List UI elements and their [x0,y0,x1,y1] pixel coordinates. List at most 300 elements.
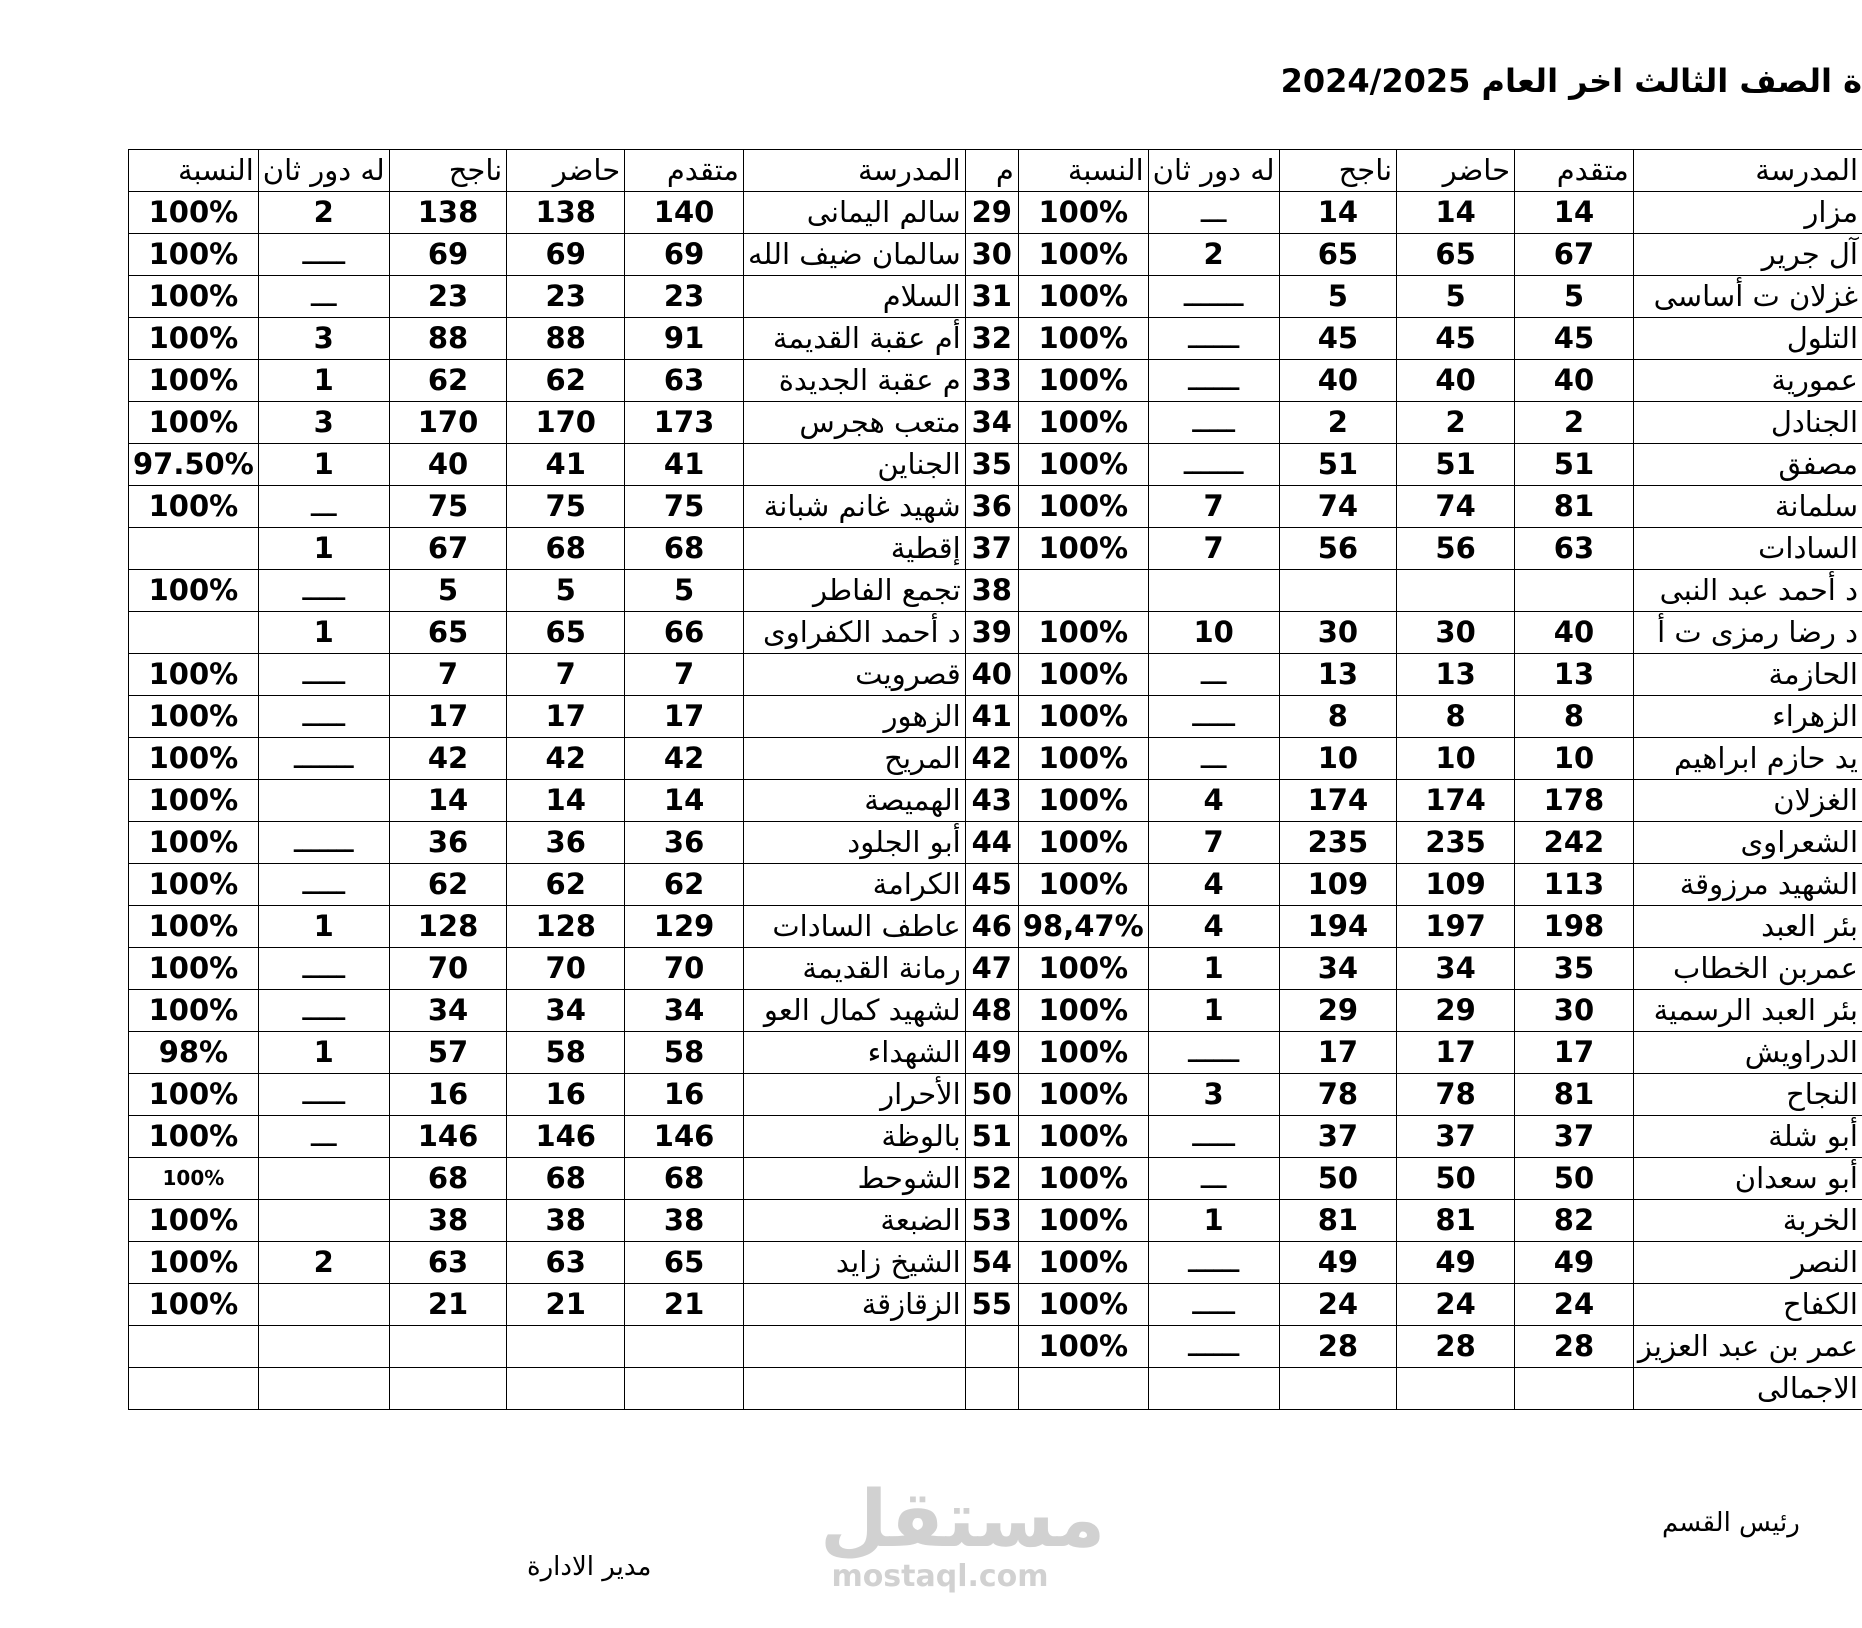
passed-count: 63 [389,1242,507,1284]
passed-count: 70 [389,948,507,990]
present-count: 34 [1397,948,1515,990]
passed-count: 81 [1279,1200,1397,1242]
second-round-count: 7 [1148,528,1279,570]
pass-ratio: 100% [1018,192,1148,234]
present-count: 14 [1397,192,1515,234]
second-round-count: 1 [258,1032,389,1074]
school-name: الزهور [743,696,965,738]
school-name: الأحرار [743,1074,965,1116]
pass-ratio: 100% [1018,1200,1148,1242]
second-round-count: ـــــ [258,570,389,612]
second-round-count: ــــــ [1148,1242,1279,1284]
advanced-count: 36 [625,822,744,864]
school-name: د أحمد عبد النبى [1633,570,1862,612]
passed-count: 57 [389,1032,507,1074]
school-name: الكرامة [743,864,965,906]
passed-count: 24 [1279,1284,1397,1326]
passed-count: 2 [1279,402,1397,444]
advanced-count: 45 [1515,318,1634,360]
pass-ratio: 100% [1018,780,1148,822]
advanced-count: 113 [1515,864,1634,906]
table-row [129,570,1862,612]
passed-count: 56 [1279,528,1397,570]
pass-ratio: 100% [129,1074,259,1116]
present-count: 51 [1397,444,1515,486]
pass-ratio: 100% [129,906,259,948]
passed-count: 17 [389,696,507,738]
table-row [129,444,1862,486]
present-count [507,1326,625,1368]
pass-ratio: 100% [1018,1326,1148,1368]
present-count: 58 [507,1032,625,1074]
header-number: م [965,150,1018,192]
header-ratio: النسبة [129,150,259,192]
passed-count: 42 [389,738,507,780]
present-count: 197 [1397,906,1515,948]
row-number: 36 [965,486,1018,528]
present-count: 138 [507,192,625,234]
advanced-count: 173 [625,402,744,444]
pass-ratio: 100% [1018,1158,1148,1200]
school-name: بئر العبد [1633,906,1862,948]
pass-ratio: 100% [129,864,259,906]
passed-count: 138 [389,192,507,234]
table-row [129,822,1862,864]
passed-count: 21 [389,1284,507,1326]
advanced-count: 17 [625,696,744,738]
present-count: 36 [507,822,625,864]
school-name: يد حازم ابراهيم [1633,738,1862,780]
school-name: عمر بن عبد العزيز [1633,1326,1862,1368]
passed-count: 8 [1279,696,1397,738]
pass-ratio: 100% [129,738,259,780]
pass-ratio: 100% [129,234,259,276]
pass-ratio: 100% [1018,402,1148,444]
second-round-count: 4 [1148,780,1279,822]
passed-count: 45 [1279,318,1397,360]
second-round-count: ـــــــ [258,822,389,864]
table-row [129,1074,1862,1116]
present-count: 30 [1397,612,1515,654]
present-count: 8 [1397,696,1515,738]
present-count: 68 [507,528,625,570]
school-name: السلام [743,276,965,318]
second-round-count: ــــــ [1148,318,1279,360]
pass-ratio: 100% [129,780,259,822]
second-round-count: 1 [1148,1200,1279,1242]
present-count: 23 [507,276,625,318]
second-round-count: ـــــ [258,1074,389,1116]
row-number: 39 [965,612,1018,654]
department-head-label: رئيس القسم [1662,1508,1800,1538]
second-round-count: 1 [258,612,389,654]
present-count: 5 [507,570,625,612]
second-round-count: 1 [1148,948,1279,990]
present-count: 41 [507,444,625,486]
second-round-count: ـــــ [1148,1284,1279,1326]
pass-ratio: 100% [129,486,259,528]
passed-count: 62 [389,360,507,402]
present-count: 24 [1397,1284,1515,1326]
pass-ratio: 100% [1018,1074,1148,1116]
school-name: إقطية [743,528,965,570]
second-round-count: ــــــ [1148,1032,1279,1074]
second-round-count: ــــــ [1148,360,1279,402]
row-number: 41 [965,696,1018,738]
advanced-count: 10 [1515,738,1634,780]
school-name: النجاح [1633,1074,1862,1116]
header-ratio: النسبة [1018,150,1148,192]
school-name: الضبعة [743,1200,965,1242]
row-number: 33 [965,360,1018,402]
pass-ratio: 100% [129,948,259,990]
row-number: 50 [965,1074,1018,1116]
second-round-count: ـــــ [1148,696,1279,738]
passed-count: 36 [389,822,507,864]
present-count: 235 [1397,822,1515,864]
second-round-count: ـــ [1148,192,1279,234]
table-row [129,192,1862,234]
pass-ratio: 100% [129,318,259,360]
second-round-count: ـــــ [258,234,389,276]
school-name: الكفاح [1633,1284,1862,1326]
passed-count: 28 [1279,1326,1397,1368]
advanced-count: 37 [1515,1116,1634,1158]
pass-ratio: 100% [1018,822,1148,864]
table-row [129,948,1862,990]
header-school: المدرسة [1633,150,1862,192]
passed-count: 7 [389,654,507,696]
passed-count: 38 [389,1200,507,1242]
present-count: 63 [507,1242,625,1284]
passed-count: 5 [1279,276,1397,318]
pass-ratio: 100% [129,360,259,402]
pass-ratio: 100% [1018,234,1148,276]
present-count [1397,1368,1515,1410]
pass-ratio [129,612,259,654]
advanced-count: 28 [1515,1326,1634,1368]
table-row [129,318,1862,360]
second-round-count: ـــــ [258,654,389,696]
table-row [129,864,1862,906]
advanced-count: 68 [625,1158,744,1200]
present-count: 42 [507,738,625,780]
second-round-count: 3 [1148,1074,1279,1116]
advanced-count: 49 [1515,1242,1634,1284]
passed-count: 78 [1279,1074,1397,1116]
passed-count: 30 [1279,612,1397,654]
school-name: الشوحط [743,1158,965,1200]
pass-ratio: 100% [1018,696,1148,738]
pass-ratio [129,528,259,570]
passed-count: 194 [1279,906,1397,948]
second-round-count: 1 [258,906,389,948]
row-number: 40 [965,654,1018,696]
school-name: الحازمة [1633,654,1862,696]
pass-ratio: 100% [1018,486,1148,528]
row-number: 47 [965,948,1018,990]
passed-count [389,1326,507,1368]
passed-count: 235 [1279,822,1397,864]
advanced-count: 70 [625,948,744,990]
school-name: رمانة القديمة [743,948,965,990]
advanced-count: 30 [1515,990,1634,1032]
school-name: شهيد غانم شبانة [743,486,965,528]
table-row [129,234,1862,276]
advanced-count [1515,1368,1634,1410]
school-name: غزلان ت أساسى [1633,276,1862,318]
school-name: آل جرير [1633,234,1862,276]
passed-count: 62 [389,864,507,906]
second-round-count: 1 [258,444,389,486]
pass-ratio: 100% [129,570,259,612]
passed-count: 128 [389,906,507,948]
pass-ratio: 100% [1018,318,1148,360]
advanced-count: 51 [1515,444,1634,486]
present-count: 78 [1397,1074,1515,1116]
school-name: مزار [1633,192,1862,234]
school-name: سالم اليمانى [743,192,965,234]
passed-count: 10 [1279,738,1397,780]
advanced-count: 242 [1515,822,1634,864]
second-round-count: ـــ [258,486,389,528]
row-number: 54 [965,1242,1018,1284]
passed-count [1279,1368,1397,1410]
present-count: 49 [1397,1242,1515,1284]
present-count: 45 [1397,318,1515,360]
pass-ratio: 100% [1018,864,1148,906]
pass-ratio: 100% [1018,612,1148,654]
advanced-count: 40 [1515,612,1634,654]
advanced-count: 69 [625,234,744,276]
pass-ratio: 100% [129,696,259,738]
advanced-count: 81 [1515,1074,1634,1116]
row-number [965,1368,1018,1410]
present-count: 74 [1397,486,1515,528]
row-number: 32 [965,318,1018,360]
row-number: 34 [965,402,1018,444]
advanced-count: 81 [1515,486,1634,528]
pass-ratio: 100% [129,1158,259,1200]
advanced-count: 62 [625,864,744,906]
advanced-count: 21 [625,1284,744,1326]
header-passed: ناجح [1279,150,1397,192]
passed-count: 68 [389,1158,507,1200]
school-name: الدراويش [1633,1032,1862,1074]
table-header-row [129,150,1862,192]
school-name: عمربن الخطاب [1633,948,1862,990]
present-count: 128 [507,906,625,948]
present-count: 17 [1397,1032,1515,1074]
passed-count: 67 [389,528,507,570]
advanced-count: 66 [625,612,744,654]
pass-ratio: 100% [1018,1032,1148,1074]
header-advanced: متقدم [625,150,744,192]
school-name: أبو الجلود [743,822,965,864]
second-round-count: ـــــ [258,696,389,738]
advanced-count: 17 [1515,1032,1634,1074]
passed-count: 13 [1279,654,1397,696]
table-row [129,612,1862,654]
school-name: السادات [1633,528,1862,570]
passed-count: 5 [389,570,507,612]
row-number: 38 [965,570,1018,612]
table-row [129,738,1862,780]
school-name: الجنادل [1633,402,1862,444]
second-round-count [258,1284,389,1326]
advanced-count: 58 [625,1032,744,1074]
advanced-count: 146 [625,1116,744,1158]
present-count: 174 [1397,780,1515,822]
pass-ratio: 100% [129,192,259,234]
school-name: عاطف السادات [743,906,965,948]
present-count: 28 [1397,1326,1515,1368]
passed-count [389,1368,507,1410]
advanced-count: 35 [1515,948,1634,990]
passed-count: 50 [1279,1158,1397,1200]
present-count: 34 [507,990,625,1032]
pass-ratio: 100% [1018,360,1148,402]
second-round-count [258,780,389,822]
school-name: الشهداء [743,1032,965,1074]
present-count: 62 [507,360,625,402]
school-name: أبو شلة [1633,1116,1862,1158]
watermark-latin-text: mostaql.com [831,1559,1049,1594]
second-round-count: ـــ [258,1116,389,1158]
school-name: الخربة [1633,1200,1862,1242]
second-round-count: 2 [258,192,389,234]
header-present: حاضر [1397,150,1515,192]
school-name: عمورية [1633,360,1862,402]
advanced-count: 65 [625,1242,744,1284]
school-name: المريح [743,738,965,780]
second-round-count: 1 [258,360,389,402]
second-round-count: 1 [258,528,389,570]
present-count: 17 [507,696,625,738]
mostaql-watermark [820,1475,1106,1594]
header-school: المدرسة [743,150,965,192]
second-round-count: 3 [258,402,389,444]
school-name: مصفق [1633,444,1862,486]
advanced-count [625,1326,744,1368]
pass-ratio [1018,1368,1148,1410]
present-count: 88 [507,318,625,360]
pass-ratio: 100% [129,990,259,1032]
row-number: 44 [965,822,1018,864]
advanced-count: 8 [1515,696,1634,738]
header-advanced: متقدم [1515,150,1634,192]
passed-count [1279,570,1397,612]
present-count: 70 [507,948,625,990]
second-round-count: 2 [1148,234,1279,276]
second-round-count [258,1326,389,1368]
second-round-count: 2 [258,1242,389,1284]
second-round-count [1148,570,1279,612]
present-count: 40 [1397,360,1515,402]
present-count: 38 [507,1200,625,1242]
second-round-count: ـــ [1148,654,1279,696]
pass-ratio: 100% [129,402,259,444]
present-count: 5 [1397,276,1515,318]
passed-count: 49 [1279,1242,1397,1284]
present-count: 170 [507,402,625,444]
second-round-count: 10 [1148,612,1279,654]
advanced-count: 34 [625,990,744,1032]
table-row [129,1116,1862,1158]
school-name: الاجمالى [1633,1368,1862,1410]
row-number: 45 [965,864,1018,906]
school-name: تجمع الفاطر [743,570,965,612]
advanced-count: 67 [1515,234,1634,276]
present-count: 21 [507,1284,625,1326]
present-count: 2 [1397,402,1515,444]
pass-ratio: 100% [129,276,259,318]
table-row [129,276,1862,318]
table-row [129,486,1862,528]
table-row [129,990,1862,1032]
school-name: بالوظة [743,1116,965,1158]
school-name: الشعراوى [1633,822,1862,864]
present-count: 75 [507,486,625,528]
advanced-count: 5 [625,570,744,612]
advanced-count: 13 [1515,654,1634,696]
present-count: 14 [507,780,625,822]
passed-count: 23 [389,276,507,318]
advanced-count: 2 [1515,402,1634,444]
school-name: النصر [1633,1242,1862,1284]
advanced-count: 14 [625,780,744,822]
second-round-count: 3 [258,318,389,360]
table-row [129,528,1862,570]
second-round-count: ـــ [258,276,389,318]
header-second-round: له دور ثان [258,150,389,192]
advanced-count: 178 [1515,780,1634,822]
second-round-count: ـــــ [258,948,389,990]
advanced-count: 41 [625,444,744,486]
school-name: سلمانة [1633,486,1862,528]
pass-ratio: 100% [1018,1116,1148,1158]
pass-ratio: 100% [1018,654,1148,696]
table-row [129,1242,1862,1284]
present-count [1397,570,1515,612]
present-count: 65 [507,612,625,654]
row-number: 46 [965,906,1018,948]
passed-count: 88 [389,318,507,360]
pass-ratio: 98% [129,1032,259,1074]
table-row [129,1158,1862,1200]
school-name [743,1326,965,1368]
passed-count: 29 [1279,990,1397,1032]
row-number: 31 [965,276,1018,318]
present-count: 10 [1397,738,1515,780]
school-name: الشيخ زايد [743,1242,965,1284]
advanced-count: 23 [625,276,744,318]
school-name: الجناين [743,444,965,486]
advanced-count: 40 [1515,360,1634,402]
table-row [129,360,1862,402]
passed-count: 75 [389,486,507,528]
row-number: 37 [965,528,1018,570]
passed-count: 40 [389,444,507,486]
passed-count: 109 [1279,864,1397,906]
present-count: 7 [507,654,625,696]
advanced-count: 24 [1515,1284,1634,1326]
second-round-count: 7 [1148,486,1279,528]
second-round-count: ـــــ [1148,1116,1279,1158]
passed-count: 170 [389,402,507,444]
pass-ratio: 100% [129,822,259,864]
row-number: 30 [965,234,1018,276]
